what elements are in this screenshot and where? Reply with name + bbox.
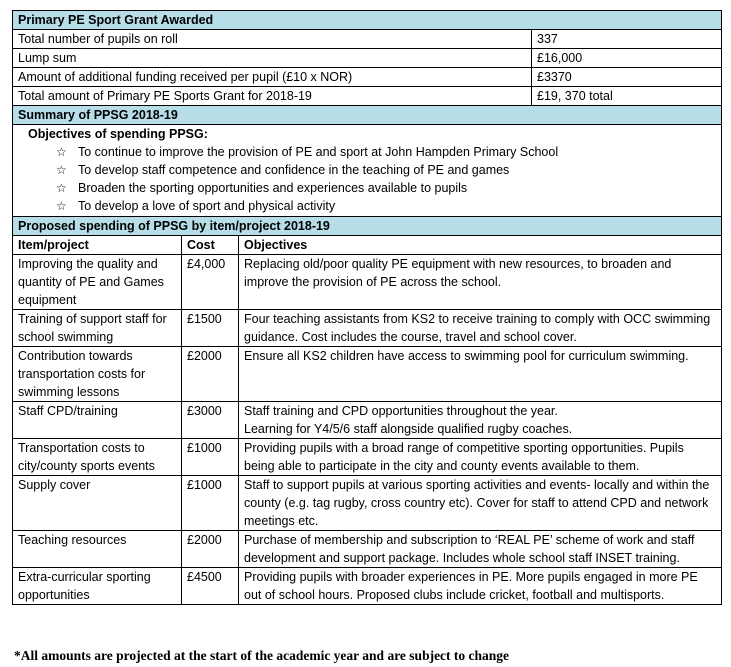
spending-item: Teaching resources xyxy=(13,531,182,568)
objectives-cell xyxy=(13,125,722,217)
spending-cost: £1500 xyxy=(182,310,239,347)
objective-line: Purchase of membership and subscription to ‘REAL PE’ scheme of work and staff development and support package. Includes whole school staff INSET training. xyxy=(244,533,695,565)
objective-line: Staff training and CPD opportunities throughout the year. xyxy=(244,404,558,418)
grant-row-value: 337 xyxy=(532,30,722,49)
spending-row xyxy=(13,402,722,439)
spending-item: Contribution towards transportation costs for swimming lessons xyxy=(13,347,182,402)
star-outline-icon: ☆ xyxy=(56,145,67,159)
grant-row xyxy=(13,49,722,68)
objective-text: To continue to improve the provision of PE and sport at John Hampden Primary School xyxy=(78,145,559,159)
grant-row xyxy=(13,30,722,49)
spending-row xyxy=(13,439,722,476)
objective-line: Learning for Y4/5/6 staff alongside qualified rugby coaches. xyxy=(244,422,573,436)
spending-cost: £4500 xyxy=(182,568,239,605)
objective-item xyxy=(56,161,716,179)
objective-item xyxy=(56,197,716,215)
objective-line: Providing pupils with a broad range of competitive sporting opportunities. Pupils being able to participate in the city and county events available to them. xyxy=(244,441,684,473)
objective-line: Ensure all KS2 children have access to swimming pool for curriculum swimming. xyxy=(244,349,689,363)
pe-grant-document xyxy=(12,10,721,605)
spending-row xyxy=(13,531,722,568)
column-header-objectives: Objectives xyxy=(239,236,722,255)
spending-item: Staff CPD/training xyxy=(13,402,182,439)
grant-row-label: Lump sum xyxy=(13,49,532,68)
spending-objectives xyxy=(239,310,722,347)
grant-row xyxy=(13,87,722,106)
column-header-item: Item/project xyxy=(13,236,182,255)
spending-row xyxy=(13,310,722,347)
spending-objectives xyxy=(239,347,722,402)
spending-row xyxy=(13,347,722,402)
spending-row xyxy=(13,568,722,605)
grant-row-label: Amount of additional funding received per pupil (£10 x NOR) xyxy=(13,68,532,87)
spending-objectives xyxy=(239,476,722,531)
objective-line: Replacing old/poor quality PE equipment with new resources, to broaden and improve the provision of PE across the school. xyxy=(244,257,672,289)
pe-grant-table xyxy=(12,10,722,605)
objectives-list xyxy=(28,143,716,215)
spending-header: Proposed spending of PPSG by item/project 2018-19 xyxy=(13,217,722,236)
objective-line: Providing pupils with broader experiences in PE. More pupils engaged in more PE out of school hours. Proposed clubs include cricket, football and multisports. xyxy=(244,570,698,602)
star-outline-icon: ☆ xyxy=(56,199,67,213)
spending-item: Transportation costs to city/county sports events xyxy=(13,439,182,476)
spending-row xyxy=(13,476,722,531)
star-outline-icon: ☆ xyxy=(56,163,67,177)
spending-cost: £4,000 xyxy=(182,255,239,310)
objective-text: Broaden the sporting opportunities and experiences available to pupils xyxy=(78,181,468,195)
spending-item: Improving the quality and quantity of PE and Games equipment xyxy=(13,255,182,310)
spending-row xyxy=(13,255,722,310)
spending-item: Training of support staff for school swimming xyxy=(13,310,182,347)
spending-item: Supply cover xyxy=(13,476,182,531)
objective-text: To develop staff competence and confidence in the teaching of PE and games xyxy=(78,163,510,177)
grant-row xyxy=(13,68,722,87)
spending-objectives xyxy=(239,255,722,310)
spending-cost: £1000 xyxy=(182,439,239,476)
spending-item: Extra-curricular sporting opportunities xyxy=(13,568,182,605)
objective-text: To develop a love of sport and physical activity xyxy=(78,199,336,213)
summary-header: Summary of PPSG 2018-19 xyxy=(13,106,722,125)
objective-line: Four teaching assistants from KS2 to receive training to comply with OCC swimming guidance. Cost includes the course, travel and school cover. xyxy=(244,312,711,344)
star-outline-icon: ☆ xyxy=(56,181,67,195)
objectives-title: Objectives of spending PPSG: xyxy=(28,127,208,141)
grant-row-label: Total amount of Primary PE Sports Grant for 2018-19 xyxy=(13,87,532,106)
spending-objectives xyxy=(239,568,722,605)
grant-header: Primary PE Sport Grant Awarded xyxy=(13,11,722,30)
column-header-cost: Cost xyxy=(182,236,239,255)
spending-cost: £2000 xyxy=(182,347,239,402)
grant-row-value: £16,000 xyxy=(532,49,722,68)
spending-column-headers xyxy=(13,236,722,255)
spending-objectives xyxy=(239,402,722,439)
grant-row-label: Total number of pupils on roll xyxy=(13,30,532,49)
spending-cost: £1000 xyxy=(182,476,239,531)
spending-objectives xyxy=(239,531,722,568)
grant-row-value: £3370 xyxy=(532,68,722,87)
footnote: *All amounts are projected at the start of the academic year and are subject to change xyxy=(14,648,510,663)
spending-cost: £2000 xyxy=(182,531,239,568)
spending-objectives xyxy=(239,439,722,476)
objective-item xyxy=(56,143,716,161)
objective-line: Staff to support pupils at various sporting activities and events- locally and within the county (e.g. tag rugby, cross country etc). Cover for staff to attend CPD and network meetings etc. xyxy=(244,478,710,528)
objective-item xyxy=(56,179,716,197)
grant-row-value: £19, 370 total xyxy=(532,87,722,106)
spending-cost: £3000 xyxy=(182,402,239,439)
